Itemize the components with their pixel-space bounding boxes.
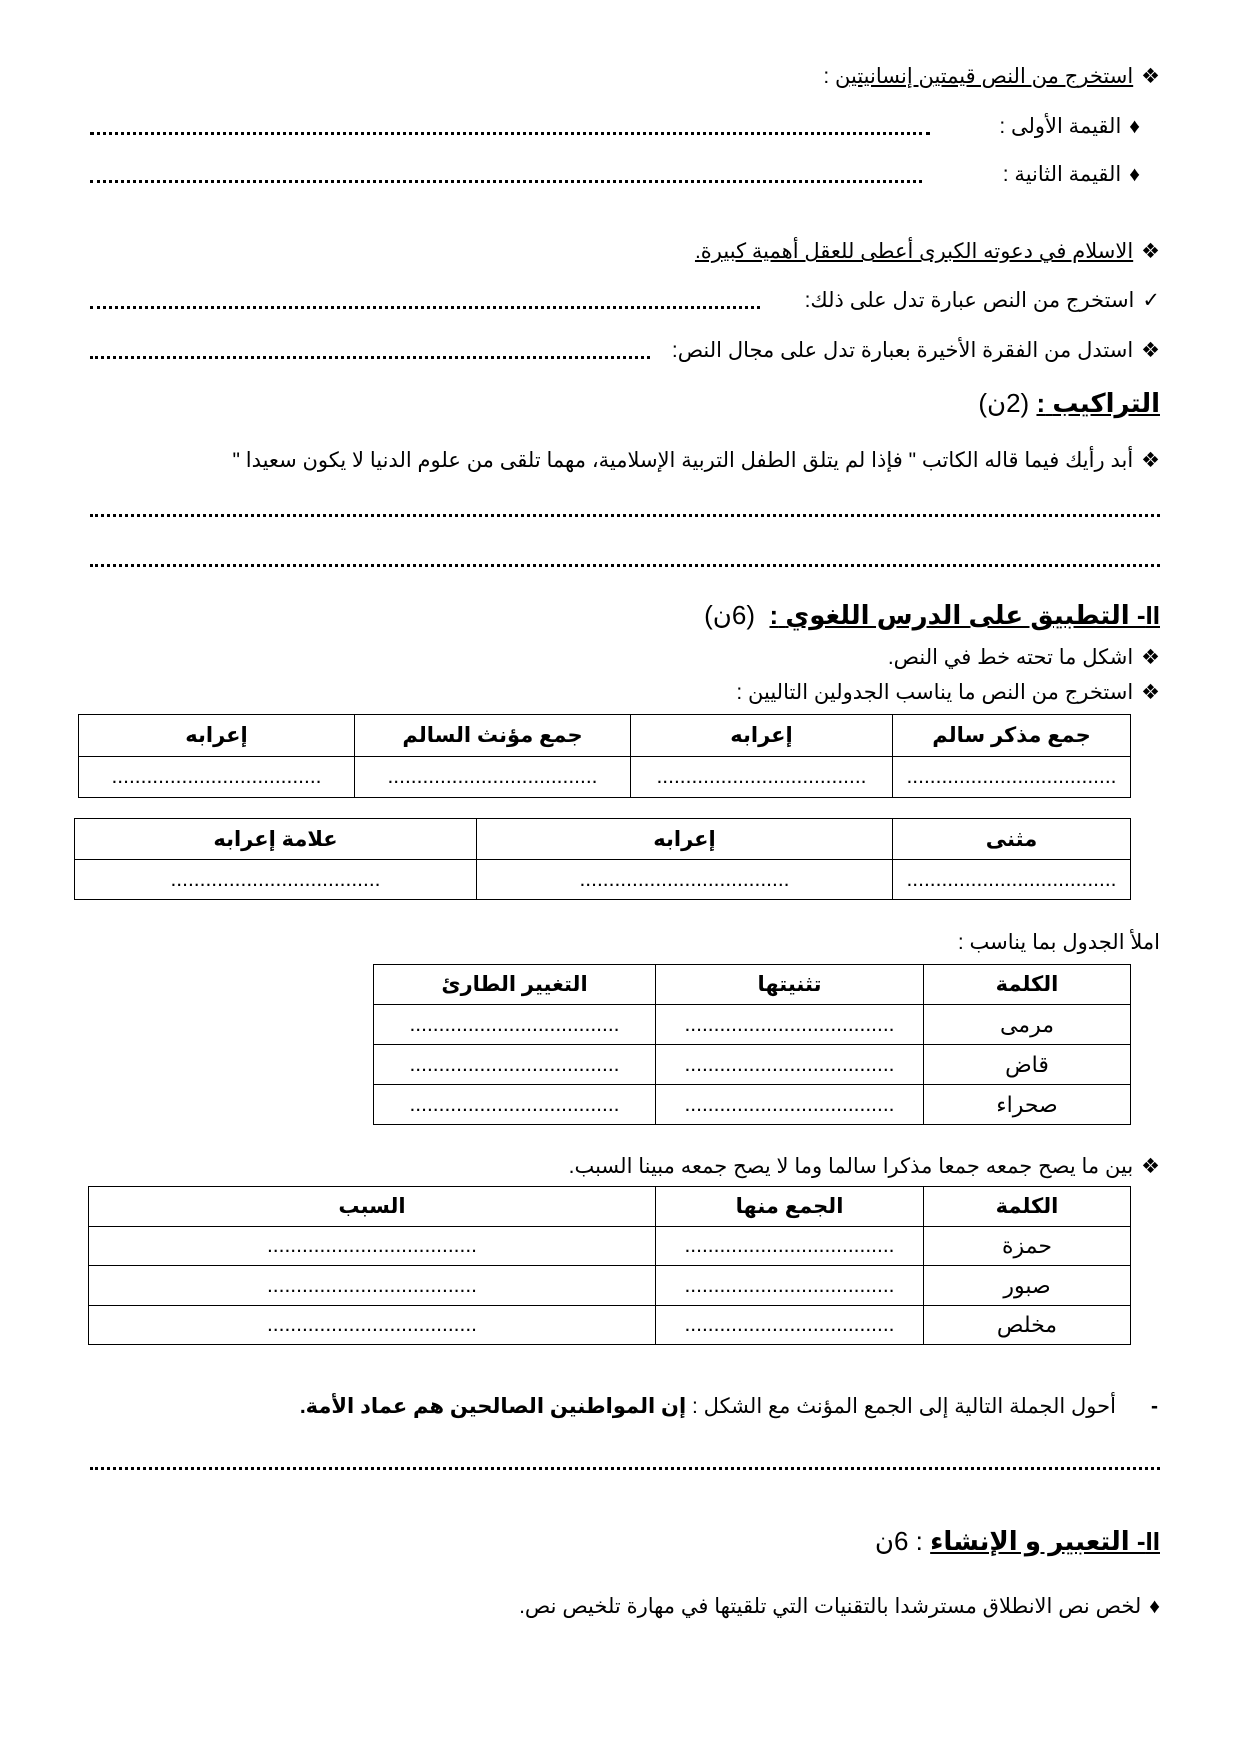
answer-cell[interactable]: .................................... — [355, 757, 631, 798]
diamond-icon: ♦ — [1149, 1595, 1160, 1618]
header-feminine-plural: جمع مؤنث السالم — [355, 715, 631, 757]
expression-heading: II- التعبير و الإنشاء : 6ن — [874, 1526, 1160, 1556]
answer-cell[interactable]: .................................... — [656, 1005, 924, 1045]
bullet-icon: ❖ — [1141, 449, 1160, 472]
header-parsing: إعرابه — [631, 715, 893, 757]
bullet-icon: ❖ — [1141, 339, 1160, 362]
header-word: الكلمة — [924, 1187, 1131, 1227]
answer-cell[interactable]: .................................... — [656, 1045, 924, 1085]
word-cell: حمزة — [924, 1227, 1131, 1266]
word-cell: صبور — [924, 1266, 1131, 1306]
word-cell: مرمى — [924, 1005, 1131, 1045]
bullet-icon: ❖ — [1141, 1155, 1160, 1178]
question-plural-reason: ❖بين ما يصح جمعه جمعا مذكرا سالما وما لا يصح جمعه مبينا السبب. — [568, 1155, 1160, 1178]
answer-dots[interactable] — [90, 180, 922, 183]
answer-cell[interactable]: .................................... — [89, 1227, 656, 1266]
question-opinion: ❖أبد رأيك فيما قاله الكاتب " فإذا لم يتلق الطفل التربية الإسلامية، مهما تلقى من علوم الدنيا لا يكون سعيدا " — [232, 449, 1160, 472]
answer-cell[interactable]: .................................... — [656, 1306, 924, 1345]
header-dual: مثنى — [893, 819, 1131, 860]
answer-cell[interactable]: .................................... — [656, 1266, 924, 1306]
dual-table — [74, 818, 1131, 900]
structures-heading: التراكيب : (2ن) — [978, 388, 1160, 418]
answer-dots[interactable] — [90, 1467, 1160, 1470]
header-parsing: إعرابه — [477, 819, 893, 860]
answer-cell[interactable]: .................................... — [374, 1005, 656, 1045]
header-word: الكلمة — [924, 965, 1131, 1005]
question-convert-sentence: - أحول الجملة التالية إلى الجمع المؤنث مع الشكل : إن المواطنين الصالحين هم عماد الأمة. — [299, 1395, 1158, 1418]
answer-dots[interactable] — [90, 514, 1160, 517]
header-plural: الجمع منها — [656, 1187, 924, 1227]
question-extract-phrase: ✓استخرج من النص عبارة تدل على ذلك: — [804, 289, 1160, 312]
check-icon: ✓ — [1142, 289, 1160, 312]
diamond-icon: ♦ — [1129, 115, 1140, 138]
header-masculine-plural: جمع مذكر سالم — [893, 715, 1131, 757]
bullet-icon: ❖ — [1141, 240, 1160, 263]
value-two-line: ♦القيمة الثانية : — [1002, 163, 1140, 186]
question-vocalize: ❖اشكل ما تحته خط في النص. — [887, 646, 1160, 669]
bullet-icon: ❖ — [1141, 65, 1160, 88]
language-heading: II- التطبيق على الدرس اللغوي : (6ن) — [704, 600, 1160, 630]
question-fill-table: املأ الجدول بما يناسب : — [957, 931, 1160, 954]
header-dual-form: تثنيتها — [656, 965, 924, 1005]
answer-dots[interactable] — [90, 356, 650, 359]
answer-cell[interactable]: .................................... — [75, 860, 477, 900]
header-reason: السبب — [89, 1187, 656, 1227]
plural-reason-table — [88, 1186, 1131, 1345]
header-change: التغيير الطارئ — [374, 965, 656, 1005]
answer-cell[interactable]: .................................... — [89, 1306, 656, 1345]
answer-cell[interactable]: .................................... — [477, 860, 893, 900]
answer-cell[interactable]: .................................... — [631, 757, 893, 798]
question-text-domain: ❖استدل من الفقرة الأخيرة بعبارة تدل على مجال النص: — [671, 339, 1160, 362]
answer-cell[interactable]: .................................... — [374, 1085, 656, 1125]
value-one-line: ♦القيمة الأولى : — [999, 115, 1140, 138]
answer-cell[interactable]: .................................... — [656, 1085, 924, 1125]
answer-cell[interactable]: .................................... — [893, 860, 1131, 900]
word-cell: صحراء — [924, 1085, 1131, 1125]
bullet-icon: ❖ — [1141, 646, 1160, 669]
answer-dots[interactable] — [90, 564, 1160, 567]
header-parsing-sign: علامة إعرابه — [75, 819, 477, 860]
answer-dots[interactable] — [90, 132, 930, 135]
answer-cell[interactable]: .................................... — [893, 757, 1131, 798]
diamond-icon: ♦ — [1129, 163, 1140, 186]
answer-cell[interactable]: .................................... — [374, 1045, 656, 1085]
answer-cell[interactable]: .................................... — [656, 1227, 924, 1266]
summary-task: ♦لخص نص الانطلاق مسترشدا بالتقنيات التي تلقيتها في مهارة تلخيص نص. — [519, 1595, 1160, 1618]
answer-dots[interactable] — [90, 306, 760, 309]
bullet-icon: ❖ — [1141, 681, 1160, 704]
answer-cell[interactable]: .................................... — [89, 1266, 656, 1306]
statement-islam-reason: ❖الاسلام في دعوته الكبرى أعطى للعقل أهمية كبيرة. — [694, 240, 1160, 263]
word-cell: مخلص — [924, 1306, 1131, 1345]
question-fill-tables: ❖استخرج من النص ما يناسب الجدولين التاليين : — [736, 681, 1160, 704]
answer-cell[interactable]: .................................... — [79, 757, 355, 798]
plural-table — [78, 714, 1131, 798]
question-human-values: ❖استخرج من النص قيمتين إنسانيتين : — [823, 65, 1160, 88]
dual-form-table — [373, 964, 1131, 1125]
target-sentence: إن المواطنين الصالحين هم عماد الأمة. — [299, 1395, 687, 1418]
word-cell: قاض — [924, 1045, 1131, 1085]
header-parsing: إعرابه — [79, 715, 355, 757]
